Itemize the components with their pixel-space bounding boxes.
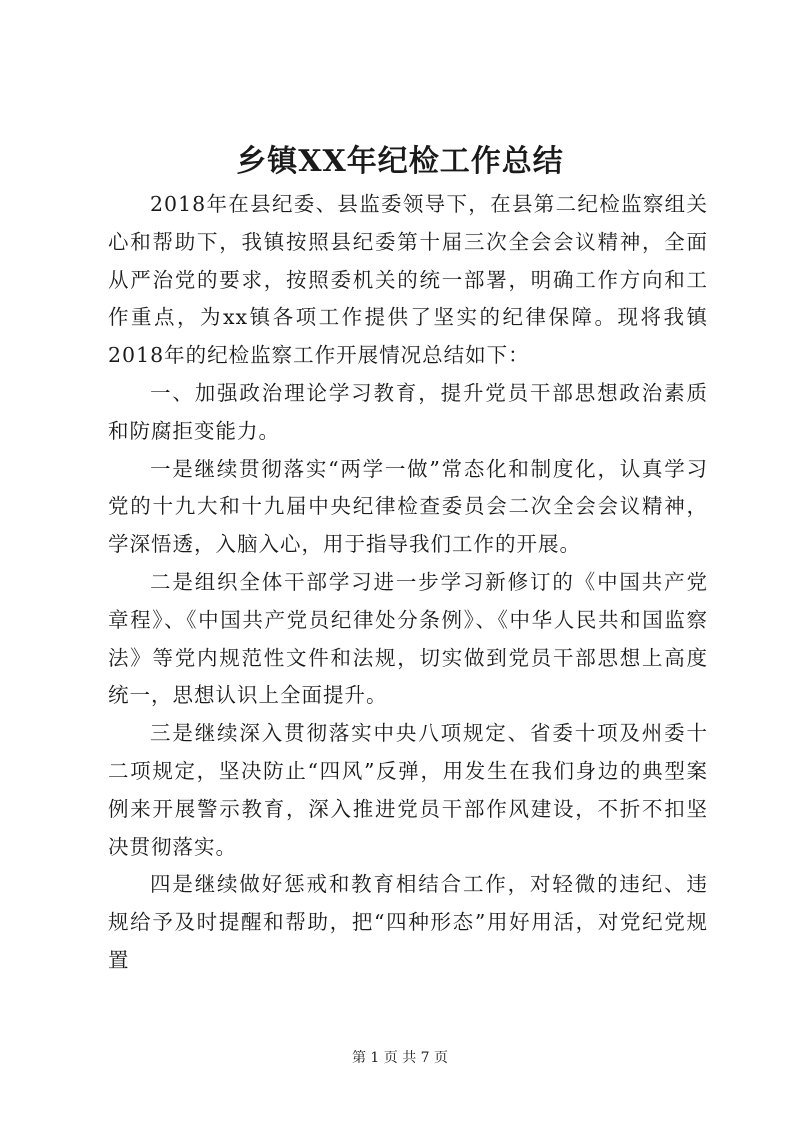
paragraph-section-heading: 一、加强政治理论学习教育，提升党员干部思想政治素质和防腐拒变能力。	[108, 380, 708, 443]
paragraph-item-1: 一是继续贯彻落实“两学一做”常态化和制度化，认真学习党的十九大和十九届中央纪律检查委员会二次全会会议精神，学深悟透，入脑入心，用于指导我们工作的开展。	[108, 456, 708, 557]
paragraph-item-2: 二是组织全体干部学习进一步学习新修订的《中国共产党章程》、《中国共产党员纪律处分条例》、《中华人民共和国监察法》等党内规范性文件和法规，切实做到党员干部思想上高度统一，思想认识上全面提升。	[108, 569, 708, 708]
paragraph-item-4: 四是继续做好惩戒和教育相结合工作，对轻微的违纪、违规给予及时提醒和帮助，把“四种形态”用好用活，对党纪党规置	[108, 872, 708, 972]
paragraph-item-3: 三是继续深入贯彻落实中央八项规定、省委十项及州委十二项规定，坚决防止“四风”反弹，用发生在我们身边的典型案例来开展警示教育，深入推进党员干部作风建设，不折不扣坚决贯彻落实。	[108, 721, 708, 859]
page-title: 乡镇XX年纪检工作总结	[236, 144, 564, 179]
paragraph-intro: 2018年在县纪委、县监委领导下，在县第二纪检监察组关心和帮助下，我镇按照县纪委第十届三次全会会议精神，全面从严治党的要求，按照委机关的统一部署，明确工作方向和工作重点，为xx镇各项工作提供了坚实的纪律保障。现将我镇2018年的纪检监察工作开展情况总结如下：	[108, 192, 708, 368]
page-number-footer: 第 1 页 共 7 页	[351, 1050, 449, 1066]
document-body	[108, 186, 708, 980]
